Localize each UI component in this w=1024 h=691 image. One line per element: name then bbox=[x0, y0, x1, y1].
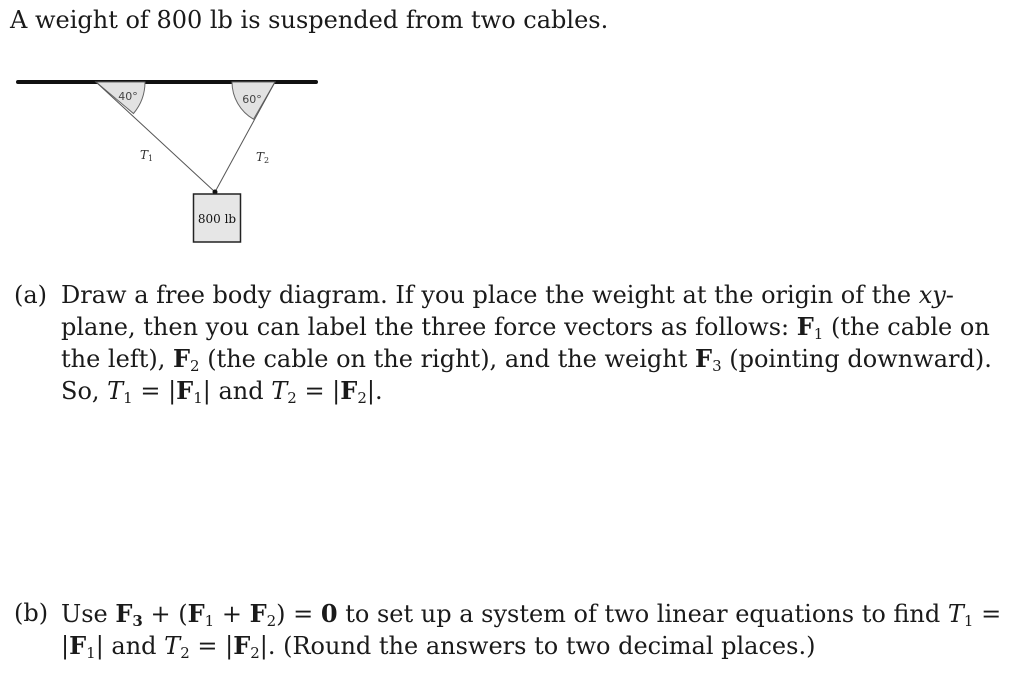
part-a bbox=[14, 280, 1004, 407]
cable-right-label: T2 bbox=[256, 150, 270, 165]
angle-right-label: 60° bbox=[242, 93, 262, 106]
weight-label: 800 lb bbox=[197, 212, 237, 226]
part-b bbox=[14, 598, 1004, 662]
part-a-text: Draw a free body diagram. If you place the weight at the origin of the xy-plane, then you can label the three force vectors as follows: $F_1$ (the cable on the left), $F_2$ (the cable on the right), and the weight $F_3$ (pointing downward). So, $T_1 = |F_1|$ and $T_2 = |F_2|$. bbox=[61, 281, 992, 407]
part-b-label: (b) bbox=[14, 599, 49, 627]
part-b-text: Use $F_3 + (F_1 + F_2) = 0$ to set up a system of two linear equations to find $T_1 = |F_1|$ and $T_2 = |F_2|$. (Round the answers to two decimal places.) bbox=[61, 599, 1002, 662]
angle-left-label: 40° bbox=[118, 90, 138, 103]
cable-left bbox=[96, 82, 215, 192]
cable-left-label: T1 bbox=[140, 148, 154, 163]
problem-intro: A weight of 800 lb is suspended from two cables. bbox=[10, 6, 609, 34]
cable-diagram bbox=[0, 60, 330, 250]
part-a-label: (a) bbox=[14, 281, 48, 309]
